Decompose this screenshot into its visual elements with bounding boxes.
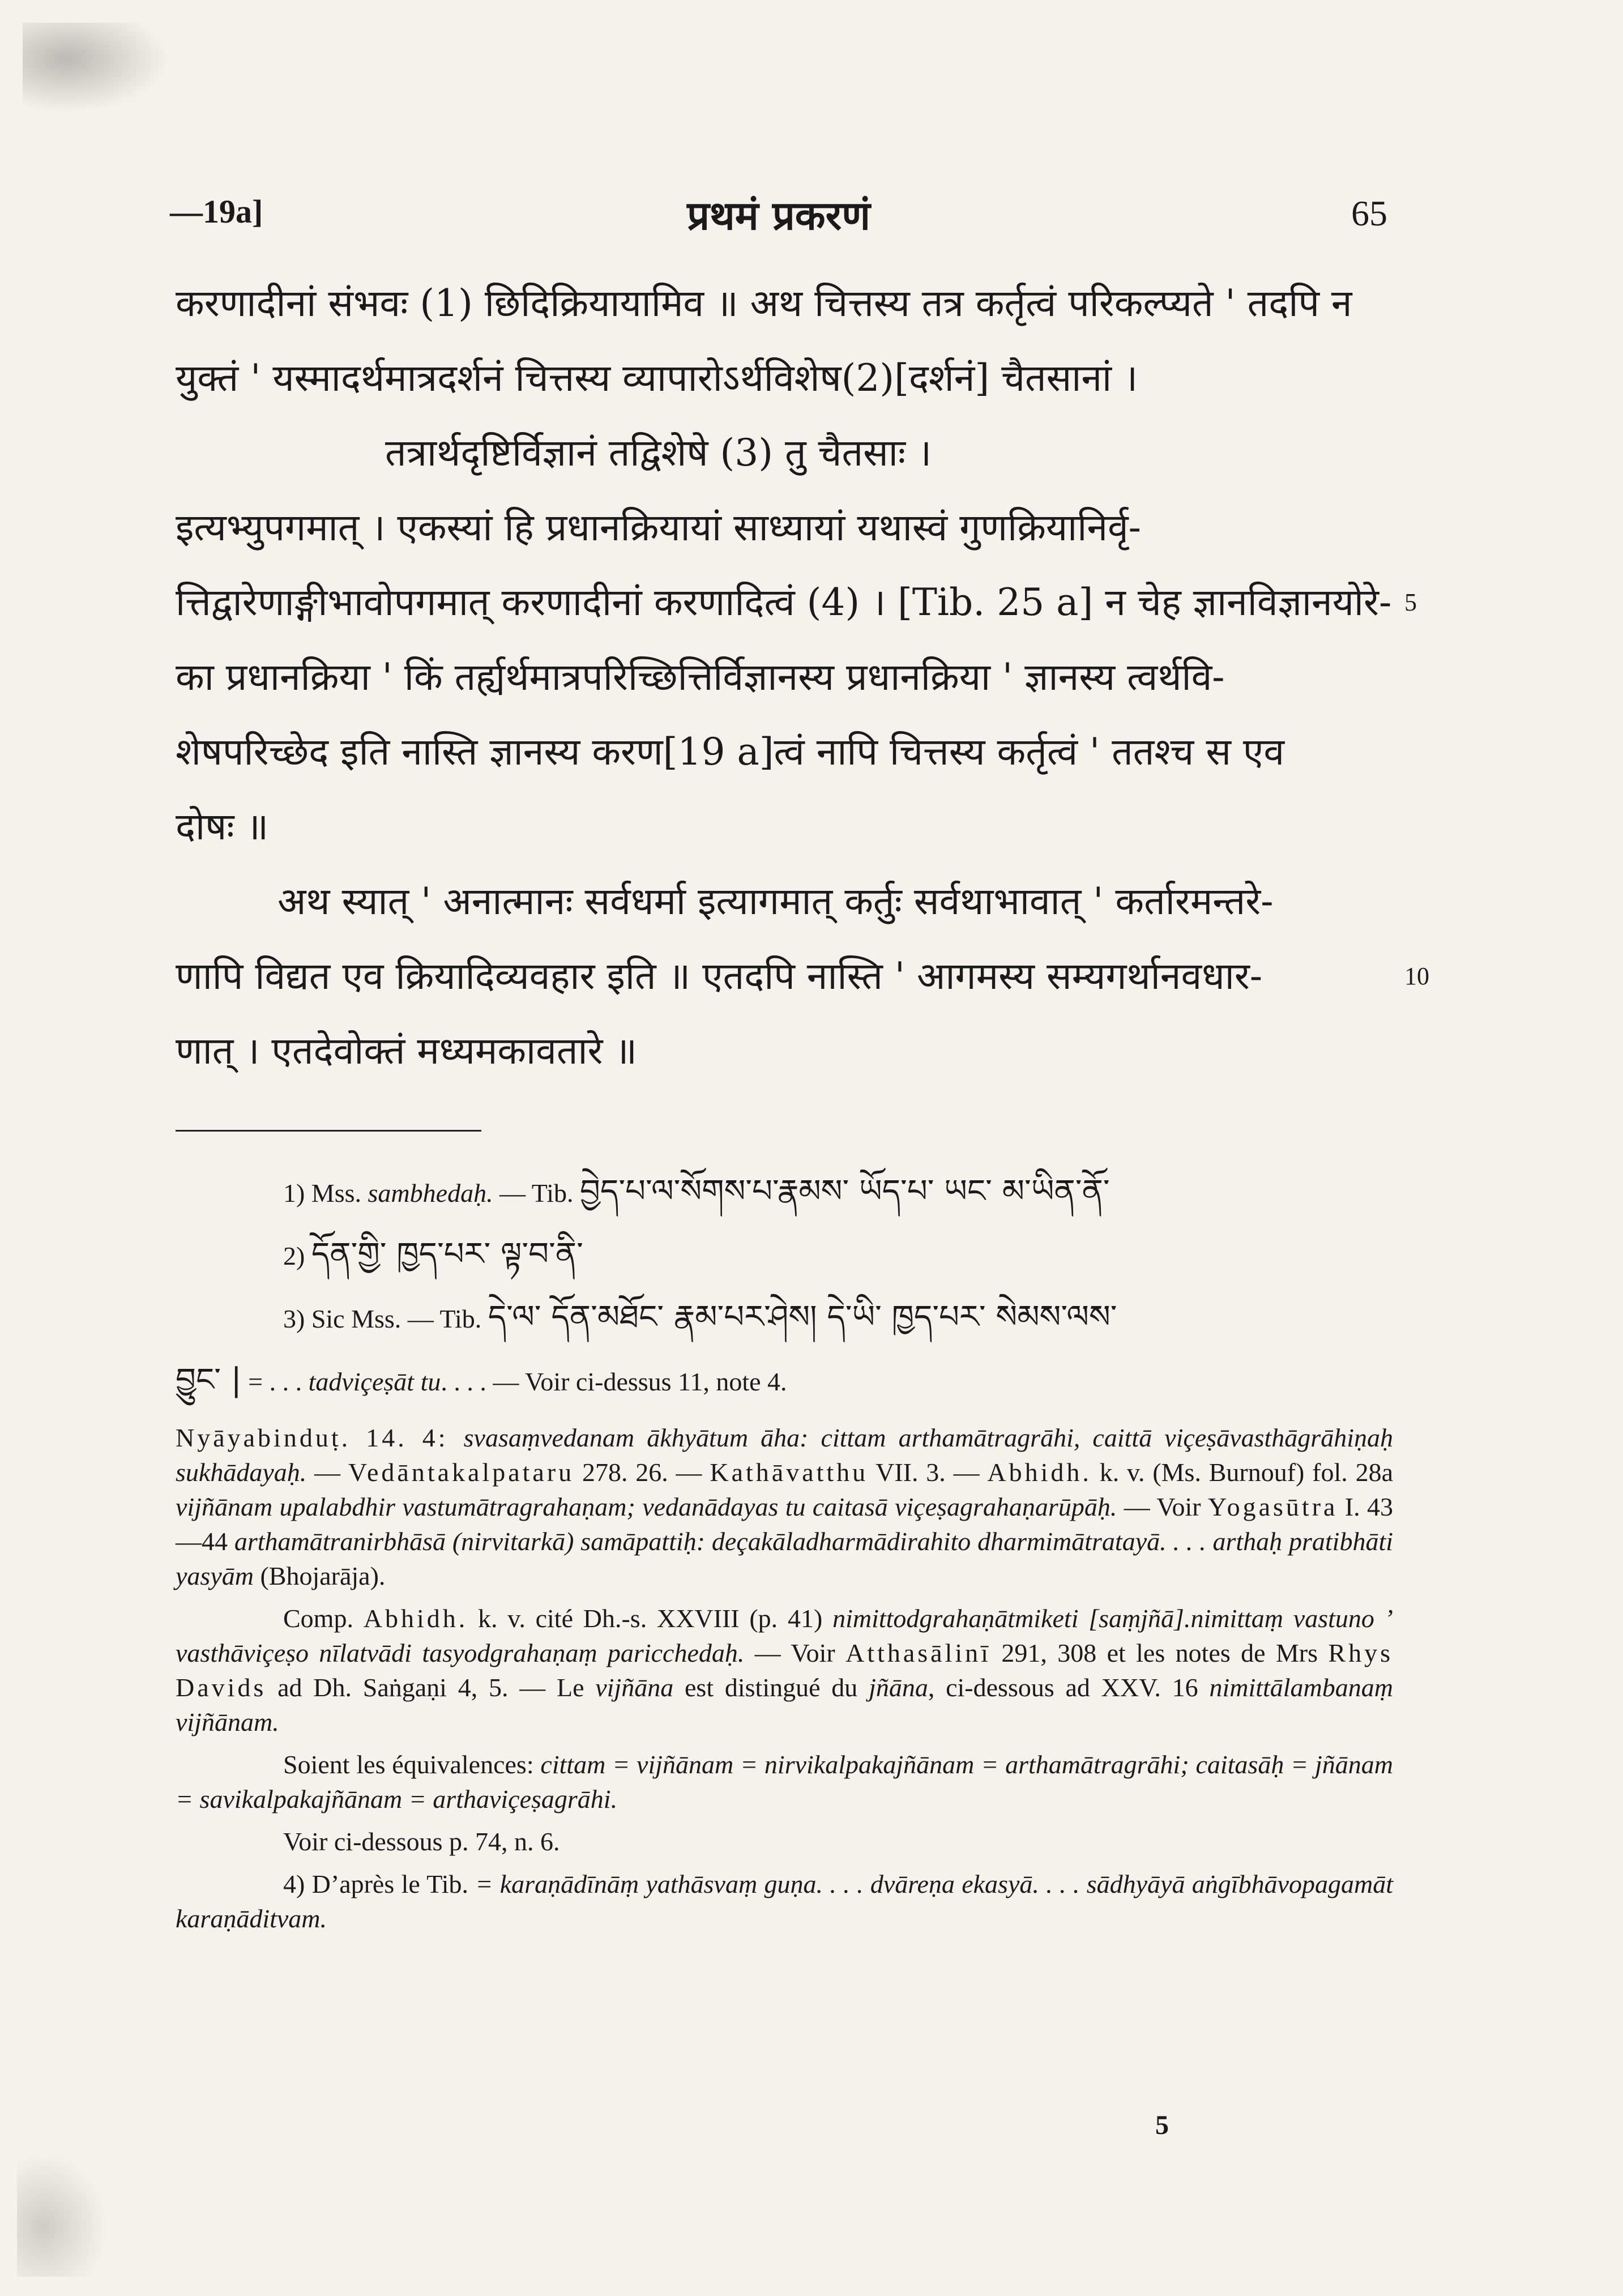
note-text: est distingué du [673,1673,869,1702]
note-text: Abhidh. [987,1458,1092,1487]
note-text: I. 43—44 [176,1492,1393,1556]
line-text: तत्रार्थदृष्टिर्विज्ञानं तद्विशेषे (3) तु चैतसाः । [385,431,932,475]
footnote-text: = . . . [248,1367,309,1396]
text-line [176,341,1387,416]
footnote-separator [176,1130,481,1132]
line-text: करणादीनां संभवः (1) छिदिक्रियायामिव ॥ अथ चित्तस्य तत्र कर्तृत्वं परिकल्प्यते ' तदपि न [176,281,1352,325]
line-text: दोषः ॥ [176,805,269,848]
line-text: णापि विद्यत एव क्रियादिव्यवहार इति ॥ एतदपि नास्ति ' आगमस्य सम्यगर्थानवधार- [176,954,1263,998]
line-text: णात् । एतदेवोक्तं मध्यमकावतारे ॥ [176,1029,638,1073]
italic-citation: svasaṃvedanam ākhyātum āha: cittam arthamātragrāhi, caittā viçeṣāvasthāgrāhiṇaḥ sukhādayaḥ. [176,1423,1393,1487]
note-text: VII. 3. — [868,1458,988,1487]
note-text: ad Dh. Saṅgaṇi 4, 5. — Le [266,1673,596,1702]
note-text: Atthasālinī [845,1638,991,1667]
footnotes [176,1161,1393,1936]
footnote-italic: tadviçeṣāt tu [308,1367,441,1396]
footnote-3-continued [176,1350,1393,1412]
text-line [176,640,1387,715]
note-text: , ci-dessous ad XXV. 16 [928,1673,1210,1702]
text-line [176,565,1417,640]
text-line [176,864,1387,939]
text-line [176,1014,1387,1089]
note-text: Soient les équivalences: [283,1750,541,1779]
italic-citation: = karaṇādīnāṃ yathāsvaṃ guṇa. . . . dvāreṇa ekasyā. . . . sādhyāyā aṅgībhāvopagamāt karaṇāditvam. [176,1870,1393,1933]
footnote-text: . . . . — Voir ci-dessus 11, note 4. [441,1367,787,1396]
footnote-2 [176,1224,1393,1287]
line-text: शेषपरिच्छेद इति नास्ति ज्ञानस्य करण[19 a]त्वं नापि चित्तस्य कर्तृत्वं ' ततश्च स एव [176,730,1285,774]
signature-mark: 5 [1155,2110,1169,2140]
line-text: का प्रधानक्रिया ' किं तर्ह्यर्थमात्रपरिच्छित्तिर्विज्ञानस्य प्रधानक्रिया ' ज्ञानस्य त्वर्थवि- [176,655,1225,699]
note-text: Abhidh. [363,1604,468,1633]
scan-smudge [23,23,170,113]
note-paragraph [176,1747,1393,1816]
note-text: Rhys Davids [176,1638,1393,1702]
footnote-1 [176,1161,1393,1224]
note-text: 291, 308 et les notes de Mrs [990,1638,1329,1667]
line-text: युक्तं ' यस्मादर्थमात्रदर्शनं चित्तस्य व्यापारोऽर्थविशेष(2)[दर्शनं] चैतसानां । [176,356,1138,400]
line-text: त्तिद्वारेणाङ्गीभावोपगमात् करणादीनां करणादित्वं (4) । [Tib. 25 a] न चेह ज्ञानविज्ञानयोरे- [176,581,1392,624]
note-text: — [306,1458,348,1487]
note-text: 278. 26. — [574,1458,710,1487]
text-line [176,416,1387,490]
page-number: 65 [1351,193,1387,233]
tibetan-text: བྱུང་ | [176,1362,242,1398]
note-text: — Voir [744,1638,846,1667]
line-text: इत्यभ्युपगमात् । एकस्यां हि प्रधानक्रियायां साध्यायां यथास्वं गुणक्रियानिर्वृ- [176,506,1141,549]
tibetan-text: བྱེད་པ་ལ་སོགས་པ་རྣམས་ ཡོད་པ་ ཡང་ མ་ཡིན་ནོ་ [580,1173,1110,1210]
text-line [176,490,1387,565]
note-paragraph [176,1824,1393,1859]
text-line [176,939,1429,1014]
footnote-label: 3) Sic Mss. — Tib. [283,1304,482,1333]
italic-citation: cittam = vijñānam = nirvikalpakajñānam = arthamātragrāhi; caitasāḥ = jñānam = savikalpakajñānam = arthaviçeṣagrāhi. [176,1750,1393,1813]
italic-citation: arthamātranirbhāsā (nirvitarkā) samāpattiḥ: deçakāladharmādirahito dharmimātratayā. . . . arthaḥ pratibhāti yasyām [176,1527,1393,1590]
note-text: 4) D’après le Tib. [283,1870,476,1898]
note-paragraph [176,1867,1393,1936]
italic-citation: vijñāna [595,1673,674,1702]
note-text: Yogasūtra [1207,1492,1338,1521]
line-text: अथ स्यात् ' अनात्मानः सर्वधर्मा इत्यागमात् कर्तुः सर्वथाभावात् ' कर्तारमन्तरे- [277,880,1274,923]
note-text: — Voir [1117,1492,1208,1521]
running-header [170,187,1387,249]
note-text: k. v. (Ms. Burnouf) fol. 28a [1091,1458,1393,1487]
note-text: Kathāvatthu [710,1458,869,1487]
note-paragraph [176,1601,1393,1739]
italic-citation: jñāna [869,1673,928,1702]
note-text: (Bhojarāja). [253,1561,386,1590]
text-line [176,715,1387,789]
footnote-3 [176,1287,1393,1350]
note-text: Nyāyabinduṭ. 14. 4: [176,1423,464,1452]
text-line [176,266,1387,341]
tibetan-text: དོན་གྱི་ ཁྱད་པར་ ལྟ་བ་ནི་ [311,1236,583,1273]
line-number: 5 [1404,588,1417,616]
line-number: 10 [1404,962,1429,990]
note-text: Voir ci-dessous p. 74, n. 6. [283,1827,560,1856]
italic-citation: nimittālambanaṃ vijñānam. [176,1673,1393,1736]
text-line [176,789,1387,864]
italic-citation: vijñānam upalabdhir vastumātragrahaṇam; vedanādayas tu caitasā viçeṣagrahaṇarūpāḥ. [176,1492,1117,1521]
note-text: Comp. [283,1604,364,1633]
tibetan-text: དེ་ལ་ དོན་མཐོང་ རྣམ་པར་ཤེས། དེ་ཡི་ ཁྱད་པར་ སེམས་ལས་ [488,1299,1117,1335]
footnote-ms-reading: sambhedaḥ. [368,1179,493,1207]
header-section-ref: —19a] [170,193,263,230]
footnote-label: 2) [283,1241,305,1270]
note-paragraph [176,1420,1393,1593]
sanskrit-main-text [176,266,1429,1089]
footnote-label: 1) Mss. [283,1179,362,1207]
note-text: k. v. cité Dh.-s. XXVIII (p. 41) [468,1604,833,1633]
italic-citation: nimittodgrahaṇātmiketi [saṃjñā].nimittaṃ vastuno ’ vasthāviçeṣo nīlatvādi tasyodgrahaṇaṃ paricchedaḥ. [176,1604,1393,1667]
header-title: प्रथमं प्रकरणं [687,192,870,239]
scan-smudge [17,2152,108,2277]
note-text: Vedāntakalpataru [348,1458,575,1487]
footnote-text: — Tib. [499,1179,574,1207]
